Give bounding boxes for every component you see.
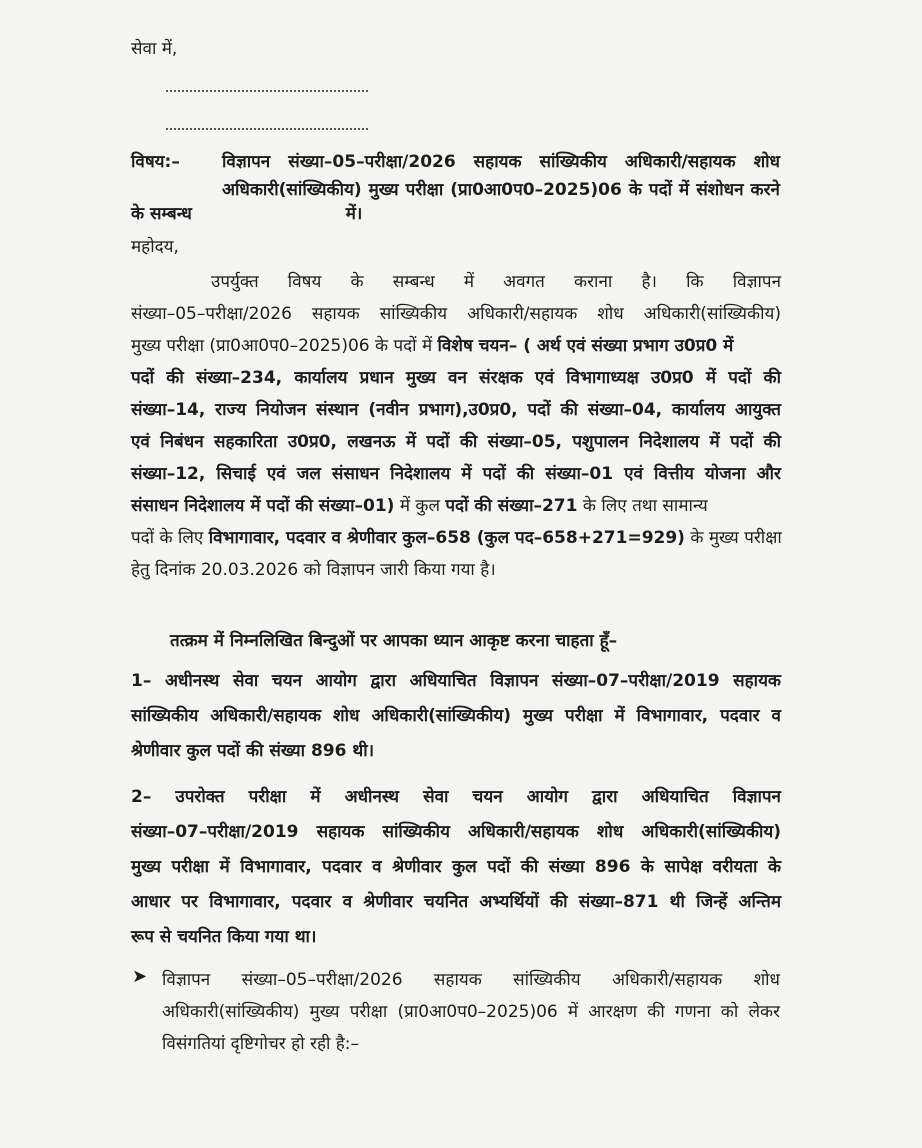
para-line: संख्या–05–परीक्षा/2026 सहायक सांख्यिकीय अधिकारी/सहायक शोध अधिकारी(सांख्यिकीय) [131,304,781,324]
para-line: संख्या–12, सिचाई एवं जल संसाधन निदेशालय में पदों की संख्या–01 एवं वित्तीय योजना और [131,464,781,484]
subject-line: विज्ञापन संख्या–05–परीक्षा/2026 सहायक सांख्यिकीय अधिकारी/सहायक शोध [222,152,780,172]
para-line [131,522,781,554]
point-2 [131,780,781,955]
salutation-to: सेवा में, [131,39,178,59]
para-text: पदों के लिए [131,528,209,548]
greeting: महोदय, [131,237,179,257]
bullet-line: विसंगतियां दृष्टिगोचर हो रही है:– [162,1034,360,1054]
subject-text [222,148,780,204]
arrowhead-bullet-icon: ➤ [132,966,148,987]
para-emphasis: संसाधन निदेशालय में पदों की संख्या–01) [131,496,395,516]
bullet-line: विज्ञापन संख्या–05–परीक्षा/2026 सहायक सांख्यिकीय अधिकारी/सहायक शोध [162,970,780,990]
address-line-1 [166,90,368,92]
subject-line: के सम्बन्ध [131,204,192,224]
paragraph-1 [131,266,781,586]
para-emphasis: विभागावार, पदवार व श्रेणीवार कुल–658 (कुल पद–658+271=929) [208,528,685,548]
subject-continuation [131,200,362,228]
intro-point: तत्क्रम में निम्नलिखित बिन्दुओं पर आपका ध्यान आकृष्ट करना चाहता हूँ– [170,631,618,651]
para-emphasis: विशेष चयन– ( अर्थ एवं संख्या प्रभाग उ0प्र0 में [437,336,734,356]
para-text: के मुख्य परीक्षा [690,528,782,548]
subject-line: में। [345,204,363,224]
address-line-2 [166,128,368,130]
para-line: एवं निबंधन सहकारिता उ0प्र0, लखनऊ में पदों की संख्या–05, पशुपालन निदेशालय में पदों की [131,432,781,452]
para-text: में कुल [399,496,446,516]
para-line: हेतु दिनांक 20.03.2026 को विज्ञापन जारी किया गया है। [131,560,496,580]
point-1 [131,664,781,769]
point-line: श्रेणीवार कुल पदों की संख्या 896 थी। [131,741,375,761]
point-line: आधार पर विभागावार, पदवार व श्रेणीवार चयनित अभ्यर्थियों की संख्या–871 थी जिन्हें अन्तिम [131,892,781,912]
para-line: पदों की संख्या–234, कार्यालय प्रधान मुख्य वन संरक्षक एवं विभागाध्यक्ष उ0प्र0 में पदों की [131,368,781,388]
para-emphasis: पदों की संख्या–271 [445,496,578,516]
bullet-line: अधिकारी(सांख्यिकीय) मुख्य परीक्षा (प्रा0आ0प0–2025)06 में आरक्षण की गणना को लेकर [162,1002,780,1022]
subject-label: विषय:– [131,152,180,172]
bullet-point [162,964,780,1060]
point-line: मुख्य परीक्षा में विभागावार, पदवार व श्रेणीवार कुल पदों की संख्या 896 के सापेक्ष वरीयता के [131,857,781,877]
point-line: 1– अधीनस्थ सेवा चयन आयोग द्वारा अधियाचित विज्ञापन संख्या–07–परीक्षा/2019 सहायक [131,671,781,691]
point-line: सांख्यिकीय अधिकारी/सहायक शोध अधिकारी(सांख्यिकीय) मुख्य परीक्षा में विभागावार, पदवार व [131,706,781,726]
subject-line: अधिकारी(सांख्यिकीय) मुख्य परीक्षा (प्रा0आ0प0–2025)06 के पदों में संशोधन करने [222,180,780,200]
point-line: रूप से चयनित किया गया था। [131,927,317,947]
para-line: उपर्युक्त विषय के सम्बन्ध में अवगत कराना है। कि विज्ञापन [211,272,781,292]
para-line: संख्या–14, राज्य नियोजन संस्थान (नवीन प्रभाग),उ0प्र0, पदों की संख्या–04, कार्यालय आयुक्त [131,400,781,420]
para-line [131,490,781,522]
point-line: संख्या–07–परीक्षा/2019 सहायक सांख्यिकीय अधिकारी/सहायक शोध अधिकारी(सांख्यिकीय) [131,822,781,842]
para-line [131,330,781,362]
point-line: 2– उपरोक्त परीक्षा में अधीनस्थ सेवा चयन आयोग द्वारा अधियाचित विज्ञापन [131,787,781,807]
para-text: के लिए तथा सामान्य [582,496,708,516]
para-text: मुख्य परीक्षा (प्रा0आ0प0–2025)06 के पदों में [131,336,433,356]
